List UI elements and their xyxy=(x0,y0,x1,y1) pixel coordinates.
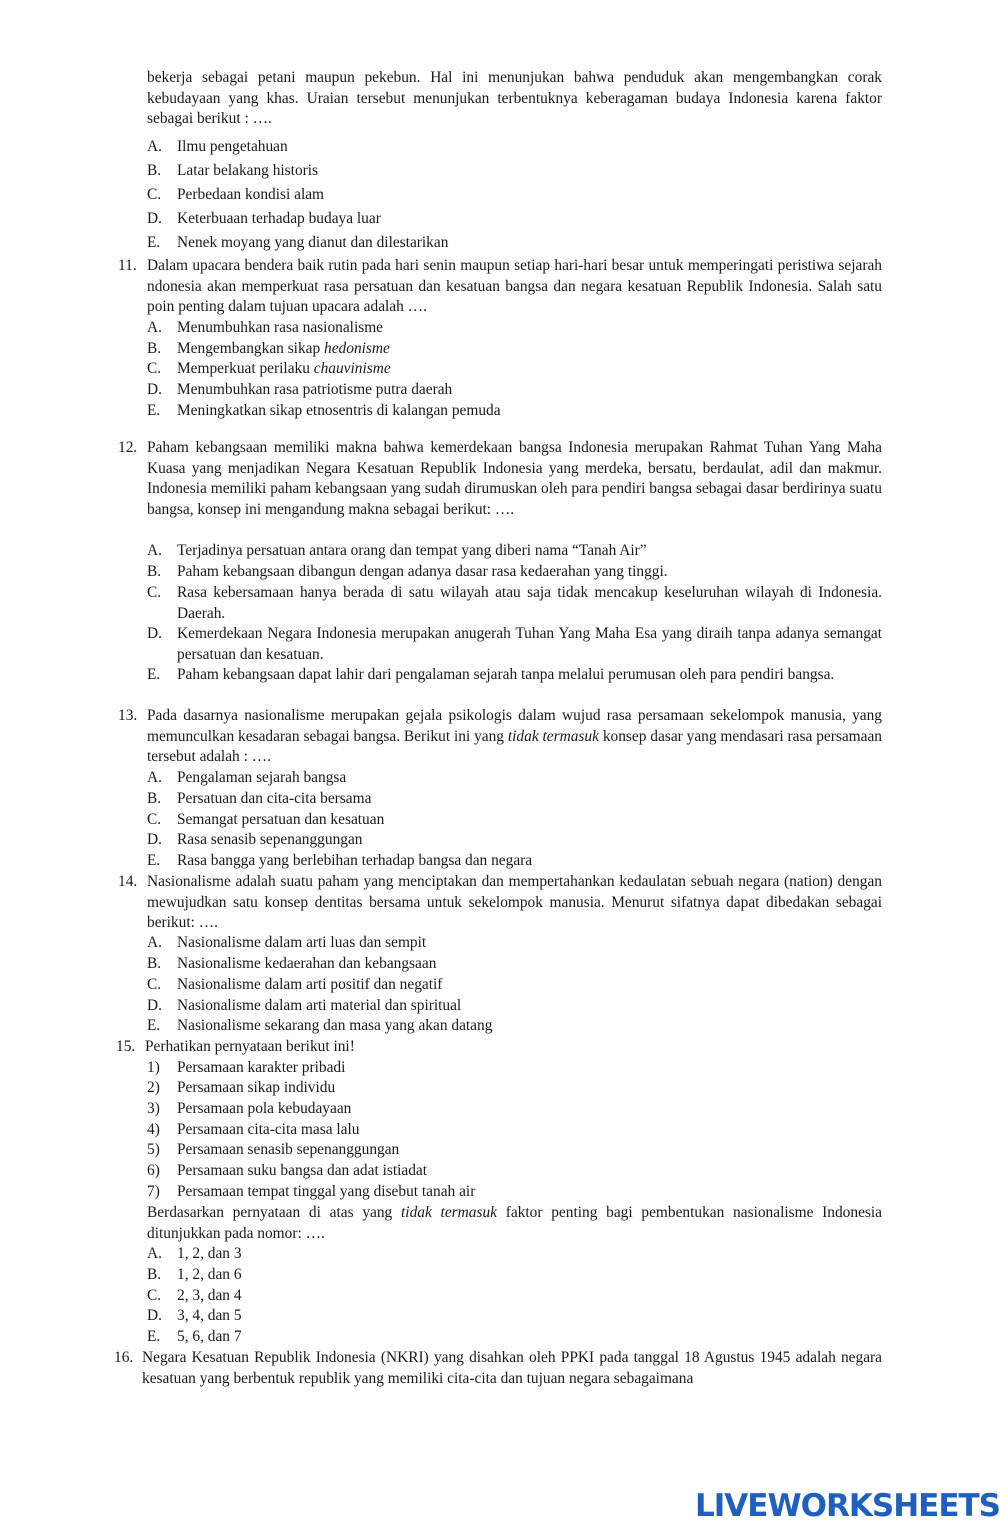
q13-option-e[interactable]: E. Rasa bangga yang berlebihan terhadap bangsa dan negara xyxy=(147,852,533,869)
q12-option-b[interactable]: B. Paham kebangsaan dibangun dengan adanya dasar rasa kedaerahan yang tinggi. xyxy=(147,563,668,580)
q15-statement: 7) Persamaan tempat tinggal yang disebut tanah air xyxy=(147,1183,476,1200)
q15-option-a[interactable]: A. 1, 2, dan 3 xyxy=(147,1245,242,1262)
q15-option-b[interactable]: B. 1, 2, dan 6 xyxy=(147,1266,242,1283)
question-13-stem: Pada dasarnya nasionalisme merupakan gejala psikologis dalam wujud rasa persamaan sekelompok manusia, yang memunculkan kesadaran sebagai bangsa. Berikut ini yang tidak termasuk konsep dasar yang mendasari rasa persamaan tersebut adalah : …. xyxy=(147,707,882,766)
q11-option-e[interactable]: E. Meningkatkan sikap etnosentris di kalangan pemuda xyxy=(147,402,501,419)
question-10-stem: bekerja sebagai petani maupun pekebun. Hal ini menunjukan bahwa penduduk akan mengembangkan corak kebudayaan yang khas. Uraian tersebut menunjukan terbentuknya keberagaman budaya Indonesia karena faktor sebagai berikut : …. xyxy=(147,69,882,128)
q13-option-c[interactable]: C. Semangat persatuan dan kesatuan xyxy=(147,811,385,828)
question-12-stem: Paham kebangsaan memiliki makna bahwa kemerdekaan bangsa Indonesia merupakan Rahmat Tuhan Yang Maha Kuasa yang menjadikan Negara Kesatuan Republik Indonesia yang merdeka, bersatu, berdaulat, adil dan makmur. Indonesia memiliki paham kebangsaan yang sudah dirumuskan oleh para pendiri bangsa sebagai dasar berdirinya suatu bangsa, konsep ini mengandung makna sebagai berikut: …. xyxy=(147,439,882,518)
q10-option-a[interactable]: A. Ilmu pengetahuan xyxy=(147,138,288,155)
q11-option-a[interactable]: A. Menumbuhkan rasa nasionalisme xyxy=(147,319,384,336)
question-15-stem: Perhatikan pernyataan berikut ini! xyxy=(145,1038,355,1055)
q14-option-b[interactable]: B. Nasionalisme kedaerahan dan kebangsaan xyxy=(147,955,437,972)
q13-option-b[interactable]: B. Persatuan dan cita-cita bersama xyxy=(147,790,372,807)
q12-option-a[interactable]: A. Terjadinya persatuan antara orang dan tempat yang diberi nama “Tanah Air” xyxy=(147,542,647,559)
question-14-stem: Nasionalisme adalah suatu paham yang menciptakan dan mempertahankan kedaulatan sebuah negara (nation) dengan mewujudkan satu konsep dentitas bersama untuk sekelompok manusia. Menurut sifatnya dapat dibedakan sebagai berikut: …. xyxy=(147,873,882,932)
brand-wordmark: LIVEWORKSHEETS xyxy=(695,1488,1000,1524)
question-14-number: 14. xyxy=(118,873,138,890)
q15-statement: 1) Persamaan karakter pribadi xyxy=(147,1059,346,1076)
question-15-followup: Berdasarkan pernyataan di atas yang tidak termasuk faktor penting bagi pembentukan nasionalisme Indonesia ditunjukkan pada nomor: …. xyxy=(147,1204,882,1242)
q10-option-d[interactable]: D. Keterbuaan terhadap budaya luar xyxy=(147,210,381,227)
question-11-stem: Dalam upacara bendera baik rutin pada hari senin maupun setiap hari-hari besar untuk memperingati peristiwa sejarah ndonesia akan memperkuat rasa persatuan dan kesatuan bangsa dan negara kesatuan Republik Indonesia. Salah satu poin penting dalam tujuan upacara adalah …. xyxy=(147,257,882,316)
q10-option-e[interactable]: E. Nenek moyang yang dianut dan dilestarikan xyxy=(147,234,449,251)
q11-option-b[interactable]: B. Mengembangkan sikap hedonisme xyxy=(147,340,390,357)
q12-option-c[interactable]: C. Rasa kebersamaan hanya berada di satu wilayah atau saja tidak mencakup keseluruhan wilayah di Indonesia. Daerah. xyxy=(147,584,882,622)
q12-option-d[interactable]: D. Kemerdekaan Negara Indonesia merupakan anugerah Tuhan Yang Maha Esa yang diraih tanpa adanya semangat persatuan dan kesatuan. xyxy=(147,625,882,663)
q15-statement: 2) Persamaan sikap individu xyxy=(147,1079,336,1096)
q14-option-c[interactable]: C. Nasionalisme dalam arti positif dan negatif xyxy=(147,976,443,993)
q13-option-a[interactable]: A. Pengalaman sejarah bangsa xyxy=(147,769,347,786)
q15-option-d[interactable]: D. 3, 4, dan 5 xyxy=(147,1307,242,1324)
question-13-number: 13. xyxy=(118,707,138,724)
q14-option-d[interactable]: D. Nasionalisme dalam arti material dan spiritual xyxy=(147,997,462,1014)
q11-option-d[interactable]: D. Menumbuhkan rasa patriotisme putra daerah xyxy=(147,381,453,398)
q12-option-e[interactable]: E. Paham kebangsaan dapat lahir dari pengalaman sejarah tanpa melalui perumusan oleh para pendiri bangsa. xyxy=(147,666,835,683)
q15-statement: 3) Persamaan pola kebudayaan xyxy=(147,1100,352,1117)
q15-statement: 4) Persamaan cita-cita masa lalu xyxy=(147,1121,360,1138)
q10-option-c[interactable]: C. Perbedaan kondisi alam xyxy=(147,186,325,203)
question-11-number: 11. xyxy=(118,257,137,274)
question-15-number: 15. xyxy=(116,1038,136,1055)
question-16-stem: Negara Kesatuan Republik Indonesia (NKRI) yang disahkan oleh PPKI pada tanggal 18 Agustus 1945 adalah negara kesatuan yang berbentuk republik yang memiliki cita-cita dan tujuan negara sebagaimana xyxy=(142,1349,882,1387)
liveworksheets-logo-icon xyxy=(690,1492,692,1520)
q10-option-b[interactable]: B. Latar belakang historis xyxy=(147,162,319,179)
liveworksheets-brand xyxy=(690,1486,1000,1526)
q15-statement: 5) Persamaan senasib sepenanggungan xyxy=(147,1141,400,1158)
question-12-number: 12. xyxy=(118,439,138,456)
q15-option-c[interactable]: C. 2, 3, dan 4 xyxy=(147,1287,242,1304)
question-16-number: 16. xyxy=(114,1349,134,1366)
q15-option-e[interactable]: E. 5, 6, dan 7 xyxy=(147,1328,242,1345)
q14-option-e[interactable]: E. Nasionalisme sekarang dan masa yang akan datang xyxy=(147,1017,493,1034)
q14-option-a[interactable]: A. Nasionalisme dalam arti luas dan sempit xyxy=(147,934,427,951)
q13-option-d[interactable]: D. Rasa senasib sepenanggungan xyxy=(147,831,363,848)
q11-option-c[interactable]: C. Memperkuat perilaku chauvinisme xyxy=(147,360,391,377)
q15-statement: 6) Persamaan suku bangsa dan adat istiadat xyxy=(147,1162,428,1179)
